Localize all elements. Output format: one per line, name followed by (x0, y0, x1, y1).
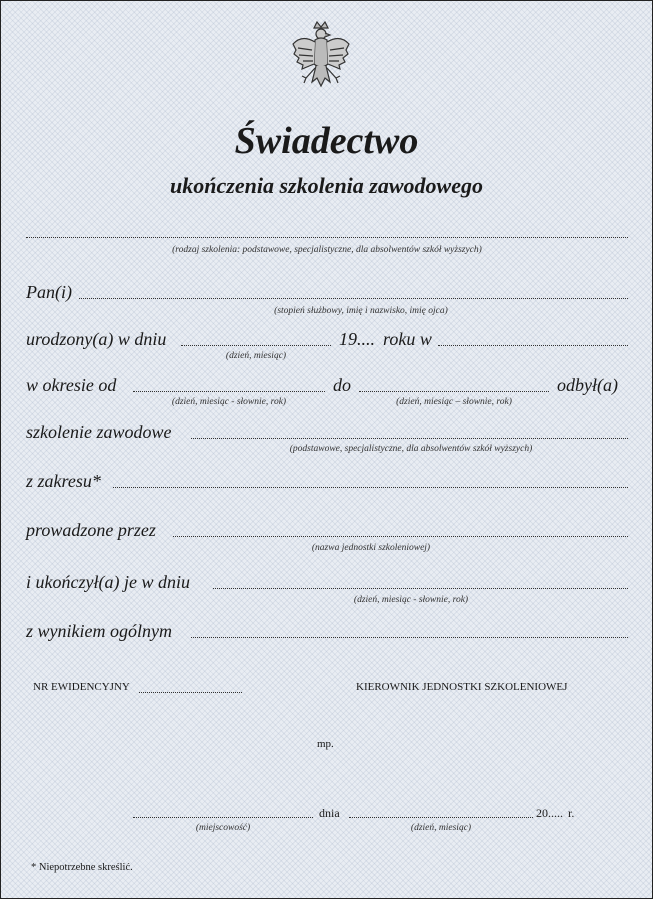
training-type-hint: (rodzaj szkolenia: podstawowe, specjalistyczne, dla absolwentów szkół wyższych) (172, 245, 482, 255)
result-line (191, 637, 628, 638)
period-from-hint: (dzień, miesiąc - słownie, rok) (171, 397, 287, 407)
born-date-line (181, 345, 331, 346)
pan-hint: (stopień służbowy, imię i nazwisko, imię ojca) (274, 306, 448, 316)
record-no-label: NR EWIDENCYJNY (33, 681, 130, 693)
place-line (133, 817, 313, 818)
year-r-label: r. (568, 806, 575, 820)
year-label: 20..... (536, 806, 563, 820)
completed-hint: (dzień, miesiąc - słownie, rok) (353, 595, 469, 605)
date-hint: (dzień, miesiąc) (410, 823, 472, 833)
training-hint: (podstawowe, specjalistyczne, dla absolwentów szkół wyższych) (289, 444, 533, 454)
training-type-line (26, 237, 628, 238)
date-line (349, 817, 533, 818)
completed-line (213, 588, 628, 589)
year-suffix: roku w (383, 329, 432, 349)
born-label: urodzony(a) w dniu (26, 329, 167, 349)
period-to-label: do (333, 375, 351, 395)
conducted-label: prowadzone przez (26, 520, 156, 540)
footnote: * Niepotrzebne skreślić. (31, 862, 133, 873)
year-prefix: 19.... (339, 329, 375, 349)
period-label: w okresie od (26, 375, 117, 395)
document-subtitle: ukończenia szkolenia zawodowego (170, 173, 483, 198)
conducted-hint: (nazwa jednostki szkoleniowej) (311, 543, 431, 553)
scope-label: z zakresu* (26, 471, 101, 491)
eagle-emblem-icon (290, 20, 352, 102)
period-to-line (359, 391, 549, 392)
place-hint: (miejscowość) (195, 823, 251, 833)
date-word: dnia (319, 806, 340, 820)
born-hint: (dzień, miesiąc) (225, 351, 287, 361)
document-title: Świadectwo (234, 120, 419, 162)
pan-line (79, 298, 628, 299)
head-label: KIEROWNIK JEDNOSTKI SZKOLENIOWEJ (356, 681, 568, 693)
training-label: szkolenie zawodowe (26, 422, 172, 442)
completed-label: i ukończył(a) je w dniu (26, 572, 190, 592)
period-to-hint: (dzień, miesiąc – słownie, rok) (396, 397, 512, 407)
period-from-line (133, 391, 325, 392)
born-place-line (438, 345, 628, 346)
result-label: z wynikiem ogólnym (26, 621, 172, 641)
scope-line (113, 487, 628, 488)
training-line (191, 438, 628, 439)
seal-label: mp. (317, 738, 334, 750)
record-no-line (139, 692, 242, 693)
period-end-label: odbył(a) (557, 375, 618, 395)
pan-label: Pan(i) (26, 282, 72, 302)
conducted-line (173, 536, 628, 537)
